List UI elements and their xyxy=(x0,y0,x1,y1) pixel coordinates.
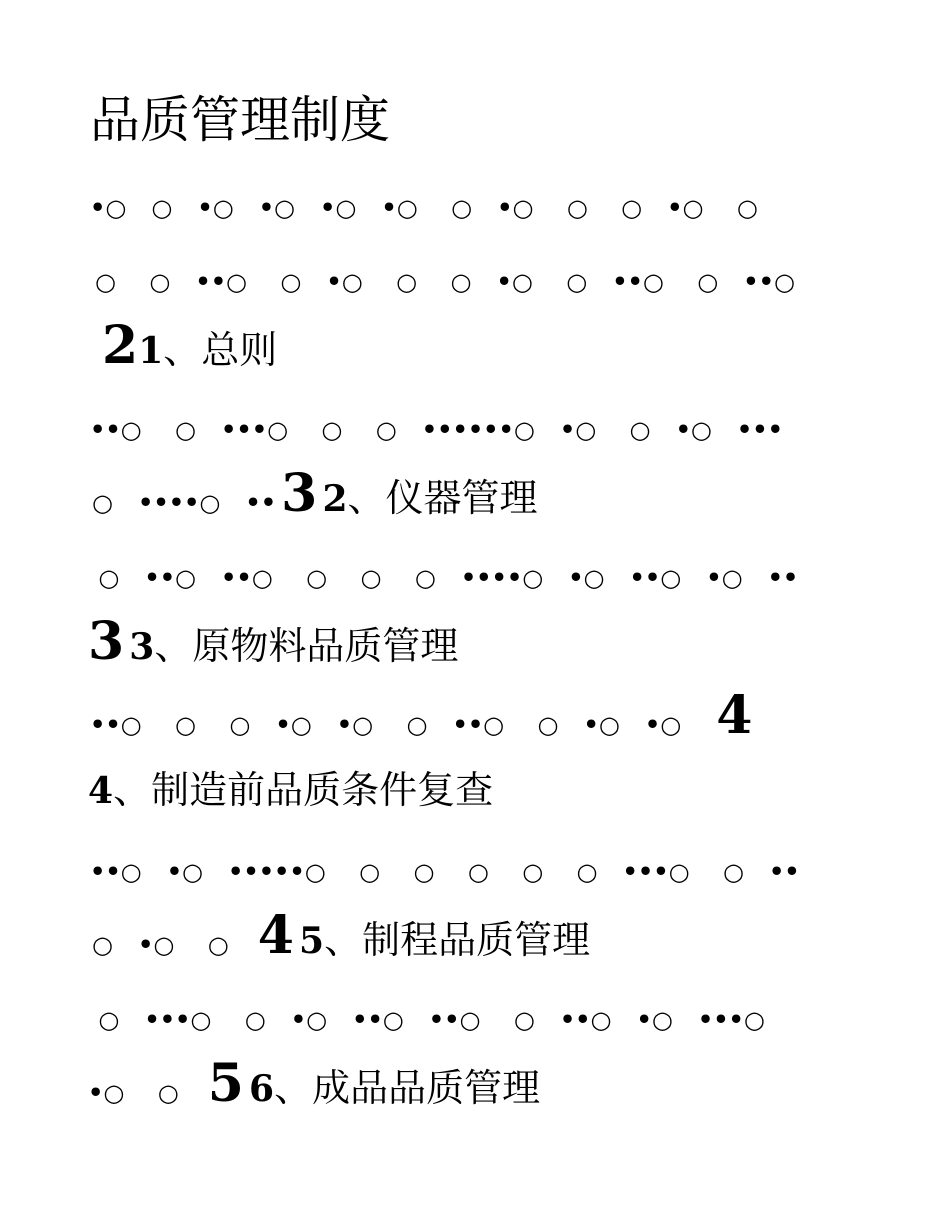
toc-section-number: 4 xyxy=(88,770,114,812)
toc-leader: ○ ••••○ •• xyxy=(92,488,277,517)
document-title: 品质管理制度 xyxy=(90,91,390,149)
toc-page-number: 2 xyxy=(102,315,139,376)
toc-section-number: 2 xyxy=(322,478,348,520)
toc-leader: ••○ ○ ○ •○ •○ ○ ••○ ○ •○ •○ xyxy=(90,710,682,739)
toc-section-title: 、成品品质管理 xyxy=(274,1066,541,1110)
toc-page-number: 3 xyxy=(281,463,318,524)
toc-leader-row xyxy=(90,686,752,758)
toc-leader: ○ ••○ ••○ ○ ○ ○ ••••○ •○ ••○ •○ •• xyxy=(90,563,799,592)
toc-entry[interactable] xyxy=(88,612,458,684)
toc-section-title: 、总则 xyxy=(163,328,278,372)
toc-entry[interactable] xyxy=(92,464,538,536)
toc-section-number: 3 xyxy=(129,626,155,668)
toc-section-title: 、制造前品质条件复查 xyxy=(113,768,494,812)
toc-section-title: 、制程品质管理 xyxy=(324,918,591,962)
toc-leader: ••○ •○ •••••○ ○ ○ ○ ○ ○ •••○ ○ •• xyxy=(90,857,800,886)
toc-page-number: 4 xyxy=(257,905,294,966)
toc-entry[interactable] xyxy=(92,906,590,978)
toc-entry[interactable] xyxy=(102,316,277,388)
toc-section-title: 、仪器管理 xyxy=(347,476,538,520)
toc-leader: •○ ○ xyxy=(88,1078,179,1107)
toc-leader: ○ ○ ••○ ○ •○ ○ ○ •○ ○ ••○ ○ ••○ xyxy=(95,267,795,296)
toc-section-number: 6 xyxy=(249,1068,275,1110)
toc-leader: ••○ ○ •••○ ○ ○ ••••••○ •○ ○ •○ ••• xyxy=(90,415,783,444)
toc-entry[interactable] xyxy=(88,760,493,828)
toc-leader: ○ •••○ ○ •○ ••○ ••○ ○ ••○ •○ •••○ xyxy=(90,1005,765,1034)
toc-section-number: 1 xyxy=(138,330,164,372)
toc-section-number: 5 xyxy=(299,920,325,962)
toc-page-number: 4 xyxy=(716,685,753,746)
toc-leader: ○ •○ ○ xyxy=(92,930,229,959)
toc-page-number: 3 xyxy=(88,611,125,672)
toc-entry[interactable] xyxy=(88,1054,540,1126)
toc-page-number: 5 xyxy=(207,1053,244,1114)
toc-leader: •○ ○ •○ •○ •○ •○ ○ •○ ○ ○ •○ ○ xyxy=(90,193,758,222)
toc-section-title: 、原物料品质管理 xyxy=(154,624,459,668)
